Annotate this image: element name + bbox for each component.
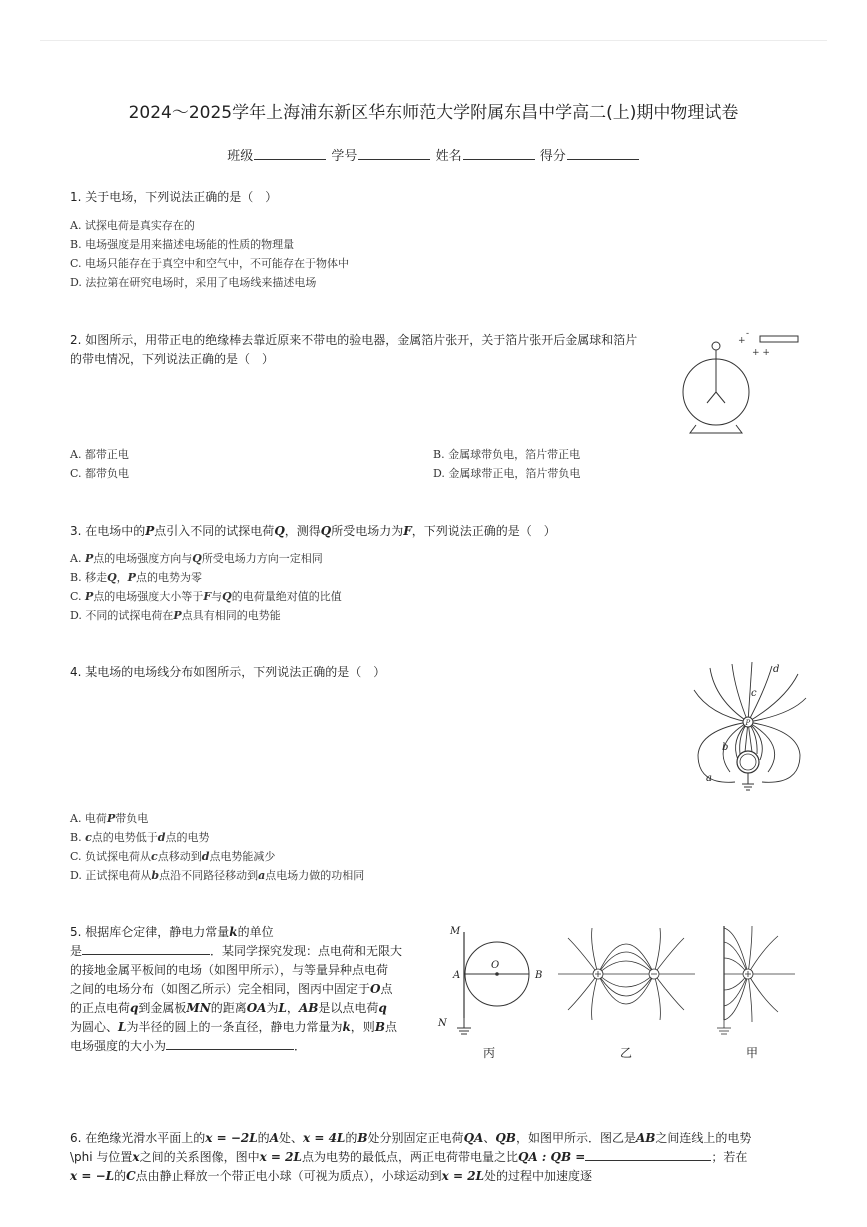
text: 的正点电荷 bbox=[70, 1001, 131, 1015]
opt-text: B. 移走 bbox=[70, 571, 108, 584]
caption-jia: 甲 bbox=[746, 1046, 759, 1060]
id-label: 学号 bbox=[331, 149, 358, 164]
label-b: b bbox=[722, 742, 729, 753]
q6-line1 bbox=[70, 1129, 810, 1148]
opt-text: 点的电势为零 bbox=[135, 571, 202, 584]
id-blank[interactable] bbox=[358, 147, 430, 160]
text: 6. 在绝缘光滑水平面上的 bbox=[70, 1131, 206, 1145]
math-q: q bbox=[130, 1001, 139, 1015]
electroscope-base bbox=[690, 425, 742, 433]
opt-text: D. 不同的试探电荷在 bbox=[70, 609, 174, 622]
math-x5: x = 2L bbox=[441, 1169, 485, 1183]
text: 处的过程中加速度逐 bbox=[484, 1169, 593, 1183]
text: 的距离 bbox=[210, 1001, 247, 1015]
label-a: A bbox=[453, 970, 461, 981]
q6-line2 bbox=[70, 1148, 810, 1167]
opt-text: B. bbox=[70, 831, 86, 844]
text: 点 bbox=[384, 1020, 397, 1034]
score-label: 得分 bbox=[539, 149, 566, 164]
q3-option-c[interactable] bbox=[70, 587, 342, 606]
q6-line3 bbox=[70, 1167, 810, 1186]
q5-stem bbox=[70, 923, 430, 1056]
student-info-row bbox=[0, 145, 867, 164]
label-n: N bbox=[438, 1018, 447, 1029]
opt-text: C. bbox=[70, 590, 86, 603]
charged-rod bbox=[760, 336, 798, 342]
text: 5. 根据库仑定律，静电力常量 bbox=[70, 925, 230, 939]
q5-line3: 的接地金属平板间的电场（如图甲所示），与等量异种点电荷 bbox=[70, 963, 389, 977]
caption-yi: 乙 bbox=[620, 1046, 633, 1060]
answer-blank-ratio[interactable] bbox=[585, 1148, 711, 1161]
math-p: P bbox=[145, 524, 155, 538]
q3-stem-text: 所受电场力为 bbox=[331, 524, 404, 538]
q3-stem-text: ，下列说法正确的是（ ） bbox=[411, 524, 556, 538]
q5-line6 bbox=[70, 1018, 430, 1037]
q2-electroscope-figure bbox=[676, 325, 806, 437]
math-f: F bbox=[203, 590, 212, 603]
q4-option-c[interactable] bbox=[70, 847, 275, 866]
math-f: F bbox=[403, 524, 412, 538]
q1-option-c[interactable]: C. 电场只能存在于真空中和空气中，不可能存在于物体中 bbox=[70, 257, 350, 270]
text: 为圆心、 bbox=[70, 1020, 119, 1034]
label-m: M bbox=[450, 926, 461, 937]
q5-line1 bbox=[70, 923, 430, 942]
q5-line7 bbox=[70, 1037, 430, 1056]
math-mn: MN bbox=[186, 1001, 211, 1015]
math-b: B bbox=[374, 1020, 385, 1034]
figure-yi bbox=[558, 928, 695, 1020]
q2-stem-line1: 2. 如图所示，用带正电的绝缘棒去靠近原来不带电的验电器，金属箔片张开，关于箔片张开后金属球和箔片 bbox=[70, 333, 638, 347]
math-x2: x = 4L bbox=[303, 1131, 346, 1145]
text: 电场强度的大小为 bbox=[70, 1039, 167, 1053]
q4-stem: 4. 某电场的电场线分布如图所示，下列说法正确的是（ ） bbox=[70, 665, 386, 679]
q2-option-b[interactable]: B. 金属球带负电，箔片带正电 bbox=[433, 448, 581, 461]
opt-text: 点的电势 bbox=[165, 831, 210, 844]
math-p: P bbox=[85, 590, 94, 603]
text: 的 bbox=[257, 1131, 270, 1145]
text: 为半径的圆上的一条直径，静电力常量为 bbox=[126, 1020, 343, 1034]
answer-blank-1[interactable] bbox=[82, 942, 210, 955]
foil-left bbox=[707, 392, 716, 403]
math-p: P bbox=[106, 812, 116, 825]
math-q: Q bbox=[107, 571, 117, 584]
text: 点由静止释放一个带正电小球（可视为质点），小球运动到 bbox=[135, 1169, 442, 1183]
q5-line5 bbox=[70, 999, 430, 1018]
math-k: k bbox=[229, 925, 238, 939]
math-x4: x = −L bbox=[70, 1169, 115, 1183]
text: ，如图甲所示．图乙是 bbox=[515, 1131, 636, 1145]
name-blank[interactable] bbox=[463, 147, 535, 160]
q4-option-b[interactable] bbox=[70, 828, 209, 847]
label-d: d bbox=[773, 664, 780, 675]
text: 是 bbox=[70, 944, 83, 958]
exam-title: 2024～2025学年上海浦东新区华东师范大学附属东昌中学高二(上)期中物理试卷 bbox=[128, 103, 739, 123]
opt-text: A. bbox=[70, 552, 85, 565]
math-qa: QA bbox=[463, 1131, 484, 1145]
figure-bing bbox=[437, 926, 542, 1060]
q2-option-a[interactable]: A. 都带正电 bbox=[70, 448, 129, 461]
text: 的 bbox=[345, 1131, 358, 1145]
math-c: C bbox=[126, 1169, 136, 1183]
text: 为 bbox=[266, 1001, 279, 1015]
math-p: P bbox=[127, 571, 136, 584]
text: 是以点电荷 bbox=[318, 1001, 379, 1015]
text: 的 bbox=[114, 1169, 127, 1183]
math-ab: AB bbox=[298, 1001, 319, 1015]
text: 处、 bbox=[279, 1131, 304, 1145]
q1-option-d[interactable]: D. 法拉第在研究电场时，采用了电场线来描述电场 bbox=[70, 276, 317, 289]
q6-stem bbox=[70, 1129, 810, 1186]
opt-text: ， bbox=[116, 571, 128, 584]
label-c: c bbox=[751, 688, 757, 699]
text: 处分别固定正电荷 bbox=[367, 1131, 464, 1145]
class-blank[interactable] bbox=[254, 147, 326, 160]
opt-text: 点的电势低于 bbox=[91, 831, 158, 844]
opt-text: 点电势能减少 bbox=[209, 850, 276, 863]
q5-line2 bbox=[70, 942, 430, 961]
q5-figures bbox=[440, 920, 800, 1066]
label-a: a bbox=[706, 773, 712, 784]
text: ；若在 bbox=[711, 1150, 748, 1164]
math-k: k bbox=[342, 1020, 351, 1034]
q3-option-a[interactable] bbox=[70, 549, 323, 568]
rod-plus-sign: + bbox=[738, 336, 746, 346]
charge-o bbox=[495, 972, 499, 976]
text: 之间的电场分布（如图乙所示）完全相同，图丙中固定于 bbox=[70, 982, 371, 996]
q3-stem-text: 点引入不同的试探电荷 bbox=[154, 524, 275, 538]
opt-text: A. 电荷 bbox=[70, 812, 107, 825]
math-d: d bbox=[201, 850, 210, 863]
q3-stem-text: ，测得 bbox=[284, 524, 321, 538]
opt-text: 点的电场强度大小等于 bbox=[93, 590, 204, 603]
math-q: Q bbox=[274, 524, 285, 538]
math-a: A bbox=[269, 1131, 279, 1145]
score-blank[interactable] bbox=[567, 147, 639, 160]
math-c: c bbox=[151, 850, 158, 863]
metal-ball bbox=[712, 342, 720, 350]
text: 的单位 bbox=[237, 925, 274, 939]
math-c: c bbox=[85, 831, 92, 844]
q4-option-d[interactable] bbox=[70, 866, 364, 885]
opt-text: 的电荷量绝对值的比值 bbox=[231, 590, 342, 603]
math-b: B bbox=[357, 1131, 368, 1145]
label-p: P bbox=[745, 719, 751, 727]
q2-option-c[interactable]: C. 都带负电 bbox=[70, 467, 130, 480]
text: 之间连线上的电势 bbox=[655, 1131, 752, 1145]
q5-line4 bbox=[70, 980, 430, 999]
q1-stem: 1. 关于电场，下列说法正确的是（ ） bbox=[70, 190, 278, 204]
answer-blank-2[interactable] bbox=[166, 1037, 294, 1050]
math-d: d bbox=[157, 831, 166, 844]
math-ab: AB bbox=[635, 1131, 656, 1145]
math-q: Q bbox=[192, 552, 202, 565]
q4-option-a[interactable] bbox=[70, 809, 148, 828]
math-qb: QB bbox=[495, 1131, 516, 1145]
q1-option-b[interactable]: B. 电场强度是用来描述电场能的性质的物理量 bbox=[70, 238, 295, 251]
rod-plus-pair: + + bbox=[752, 348, 770, 358]
opt-text: 点具有相同的电势能 bbox=[181, 609, 281, 622]
math-oa: OA bbox=[246, 1001, 267, 1015]
opt-text: 点沿不同路径移动到 bbox=[159, 869, 259, 882]
q2-stem-line2: 的带电情况，下列说法正确的是（ ） bbox=[70, 352, 275, 366]
math-q: q bbox=[378, 1001, 387, 1015]
opt-text: 所受电场力方向一定相同 bbox=[201, 552, 323, 565]
math-l: L bbox=[118, 1020, 127, 1034]
label-b: B bbox=[535, 970, 543, 981]
math-q: Q bbox=[320, 524, 332, 538]
q2-option-d[interactable]: D. 金属球带正电，箔片带负电 bbox=[433, 467, 581, 480]
q3-option-b[interactable] bbox=[70, 568, 202, 587]
math-ratio: QA : QB = bbox=[517, 1150, 586, 1164]
opt-text: 点电场力做的功相同 bbox=[265, 869, 365, 882]
opt-text: 带负电 bbox=[115, 812, 149, 825]
text: ， bbox=[286, 1001, 299, 1015]
q1-option-a[interactable]: A. 试探电荷是真实存在的 bbox=[70, 219, 195, 232]
text: ．某同学探究发现：点电荷和无限大 bbox=[210, 944, 403, 958]
name-label: 姓名 bbox=[435, 149, 462, 164]
text: 之间的关系图像，图中 bbox=[139, 1150, 260, 1164]
math-q: Q bbox=[222, 590, 232, 603]
opt-text: C. 负试探电荷从 bbox=[70, 850, 152, 863]
math-x1: x = −2L bbox=[205, 1131, 258, 1145]
page-top-rule bbox=[40, 40, 827, 41]
text: 点 bbox=[380, 982, 393, 996]
q3-stem-text: 3. 在电场中的 bbox=[70, 524, 146, 538]
text: 点为电势的最低点，两正电荷带电量之比 bbox=[301, 1150, 518, 1164]
math-a: a bbox=[258, 869, 266, 882]
text: ． bbox=[294, 1039, 307, 1053]
opt-text: 与 bbox=[211, 590, 223, 603]
class-label: 班级 bbox=[227, 149, 254, 164]
text: \phi 与位置 bbox=[70, 1150, 133, 1164]
figure-jia bbox=[717, 926, 795, 1034]
math-p: P bbox=[84, 552, 94, 565]
opt-text: 点的电场强度方向与 bbox=[93, 552, 193, 565]
q3-stem bbox=[70, 522, 556, 541]
opt-text: D. 正试探电荷从 bbox=[70, 869, 152, 882]
rod-minus-sign: - bbox=[746, 329, 750, 339]
q3-option-d[interactable] bbox=[70, 606, 281, 625]
math-p: P bbox=[173, 609, 182, 622]
q4-field-lines-figure bbox=[690, 660, 808, 800]
text: ，则 bbox=[350, 1020, 375, 1034]
opt-text: 点移动到 bbox=[157, 850, 202, 863]
foil-right bbox=[716, 392, 725, 403]
math-b: b bbox=[151, 869, 160, 882]
math-l: L bbox=[278, 1001, 287, 1015]
text: 到金属板 bbox=[138, 1001, 187, 1015]
label-o: O bbox=[491, 960, 500, 971]
math-x3: x = 2L bbox=[259, 1150, 302, 1164]
caption-bing: 丙 bbox=[483, 1046, 496, 1060]
math-o: O bbox=[370, 982, 381, 996]
text: 、 bbox=[483, 1131, 496, 1145]
math-x: x bbox=[132, 1150, 140, 1164]
